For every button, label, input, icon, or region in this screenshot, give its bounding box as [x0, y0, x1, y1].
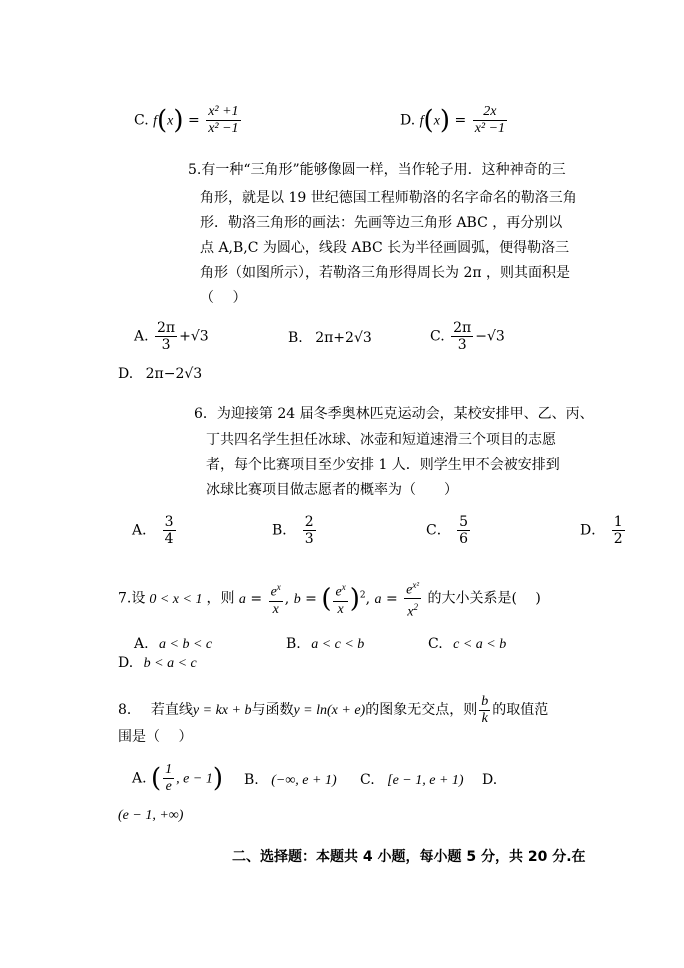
q6-option-a-den: 4	[164, 531, 174, 547]
q7-option-b-label: B.	[286, 636, 301, 652]
q5-option-a-den: 3	[161, 337, 171, 353]
q7-option-a	[134, 636, 212, 653]
q7-frac-1-num: $e^x$	[269, 579, 283, 602]
q5-option-b-label: B.	[288, 330, 303, 346]
q4-option-d: D. f(x) = $\frac{2x}{\text{x² −1}}$	[400, 104, 506, 136]
q6-option-a-fraction	[163, 514, 176, 547]
q6-option-a-num: 3	[164, 514, 174, 530]
q4-option-d-arg: x	[433, 113, 440, 129]
paren-close: )	[212, 763, 223, 794]
q8-fn-eq: y = ln(x + e)	[293, 703, 366, 718]
q5-option-a-fraction	[155, 320, 177, 353]
q6-option-d-fraction	[612, 514, 625, 547]
q6-option-d-den: 2	[613, 531, 623, 547]
q5-line-3: 形．勒洛三角形的画法：先画等边三角形 ABC ，再分别以	[200, 215, 563, 231]
q5-option-b	[288, 330, 372, 346]
paren-close: )	[439, 105, 451, 136]
q8-option-a	[132, 762, 223, 795]
section-2-heading: 二、选择题：本题共 4 小题，每小题 5 分，共 20 分.在	[232, 849, 586, 865]
q6-line-2: 丁共四名学生担任冰球、冰壶和短道速滑三个项目的志愿	[206, 432, 556, 448]
q8-stem-d: 的取值范	[492, 702, 549, 718]
paren-open: (	[423, 105, 434, 136]
q4-option-c-fn: f	[153, 113, 158, 129]
q5-option-a-tail: +√3	[179, 328, 209, 345]
q8-option-c-label: C.	[360, 772, 375, 788]
q6-option-c-label: C．	[426, 522, 451, 539]
q7-option-c-text: c < a < b	[453, 637, 507, 652]
q7-option-a-label: A.	[134, 636, 149, 652]
q5-option-c-num: 2π	[453, 320, 472, 336]
q4-option-d-num: 2x	[473, 104, 507, 121]
q7-frac-2-num: $e^x$	[333, 579, 347, 602]
q4-option-c-fraction	[206, 104, 240, 137]
q7-option-a-text: a < b < c	[159, 637, 213, 652]
q4-option-c: C. f(x) = $\frac{\text{x² +1}}{\text{x² −1}}$	[134, 104, 239, 136]
q5-option-c	[430, 320, 505, 353]
q5-option-c-den: 3	[457, 337, 467, 353]
q5-line-4: 点 A,B,C 为圆心，线段 ABC 长为半径画圆弧，便得勒洛三	[200, 240, 570, 256]
q4-option-c-den: x² −1	[208, 121, 239, 136]
q5-line-6: （ ）	[200, 290, 247, 306]
q7-expressions: a = $\frac{e^x}{x}$ , b = ( $\frac{e^x}{x}$ )$^2$, a = $\frac{e^{x^2}}{x^2}$	[239, 591, 428, 607]
q4-option-d-den: x² −1	[474, 121, 506, 136]
q6-option-c-num: 5	[459, 514, 469, 530]
q5-option-d-label: D.	[118, 366, 134, 382]
q7-var-b: b	[293, 591, 301, 607]
q7-option-d-label: D.	[118, 655, 134, 671]
q8-line-eq: y = kx + b	[192, 703, 252, 718]
q7-option-c	[428, 636, 506, 653]
q7-exponent: 2	[359, 590, 366, 600]
q4-option-d-fn: f	[419, 113, 424, 129]
q4-option-d-fraction	[473, 104, 507, 137]
q8-option-b-text: (−∞, e + 1)	[271, 773, 337, 788]
paren-open: (	[151, 763, 162, 794]
q6-option-c-fraction	[457, 514, 470, 547]
q7-frac-3	[404, 577, 421, 621]
paren-close: )	[173, 105, 184, 136]
q6-option-b-den: 3	[304, 531, 314, 547]
q5-option-b-text: 2π+2√3	[315, 330, 372, 346]
q6-option-c-den: 6	[459, 531, 469, 547]
q8-option-c	[360, 772, 464, 789]
q5-option-c-tail: −√3	[475, 328, 505, 345]
q5-option-a-num: 2π	[157, 320, 176, 336]
q6-line-4: 冰球比赛项目做志愿者的概率为（ ）	[206, 482, 458, 498]
q8-stem-b: 与函数	[251, 702, 294, 718]
q5-option-a	[134, 320, 209, 353]
q6-line-3: 者，每个比赛项目至少安排 1 人．则学生甲不会被安排到	[206, 457, 560, 473]
q8-option-a-tail: , e − 1	[176, 771, 213, 787]
q8-option-b-label: B.	[244, 772, 259, 788]
q8-option-b	[244, 772, 337, 789]
q7-frac-1-den: x	[272, 601, 279, 617]
q7-tail: 的大小关系是( )	[427, 590, 541, 607]
q7-option-c-label: C.	[428, 636, 443, 652]
q8-option-a-label: A.	[132, 770, 147, 787]
q7-condition: 0 < x < 1	[149, 591, 203, 607]
q8-stem-c: 的图象无交点，则	[365, 702, 478, 718]
q8-frac-den: k	[481, 710, 488, 726]
q7-var-c: a	[374, 591, 382, 607]
q5-line-5: 角形（如图所示），若勒洛三角形得周长为 2π ，则其面积是	[200, 265, 571, 281]
q8-frac-num: b	[481, 693, 489, 709]
q8-fraction	[479, 694, 490, 727]
q8-stem-a: 若直线	[150, 702, 193, 718]
q7-stem-b: ，则	[206, 590, 235, 607]
q6-option-b-label: B．	[272, 522, 297, 539]
q8-line-2: 围是（ ）	[118, 729, 193, 745]
q6-option-b	[272, 514, 318, 547]
q7-frac-3-num: $e^{x^2}$	[404, 577, 421, 600]
q8-stem	[118, 690, 548, 731]
q6-option-d-num: 1	[613, 514, 623, 530]
q6-option-a-label: A．	[132, 522, 157, 539]
q8-option-a-den: e	[165, 779, 172, 794]
q7-frac-1	[269, 579, 283, 618]
q7-option-d	[118, 655, 197, 672]
q7-stem-a: 设	[131, 590, 146, 607]
q4-option-c-arg: x	[167, 113, 174, 129]
q5-option-c-label: C.	[430, 328, 445, 345]
q8-option-a-num: 1	[165, 762, 173, 777]
q6-option-b-fraction	[303, 514, 316, 547]
paren-open: (	[157, 105, 168, 136]
q7-frac-3-den: $x^2$	[407, 602, 418, 620]
q4-option-c-label: C.	[134, 112, 149, 129]
q4-option-d-label: D.	[400, 112, 416, 129]
q7-prefix: 7.	[118, 590, 132, 607]
q7-option-b-text: a < c < b	[311, 637, 365, 652]
q6-option-b-num: 2	[304, 514, 314, 530]
q6-option-d	[580, 514, 627, 547]
q8-option-d-text: (e − 1, +∞)	[118, 808, 184, 823]
paren-open: (	[321, 583, 332, 614]
q5-line-1: 5.有一种“三角形”能够像圆一样，当作轮子用．这种神奇的三	[188, 162, 566, 178]
q5-option-d	[118, 366, 202, 382]
q5-line-2: 角形，就是以 19 世纪德国工程师勒洛的名字命名的勒洛三角	[200, 190, 577, 206]
q6-line-1: 6．为迎接第 24 届冬季奥林匹克运动会，某校安排甲、乙、丙、	[194, 406, 594, 422]
q8-option-d-label: D.	[482, 772, 498, 788]
paren-close: )	[349, 583, 360, 614]
q5-option-a-label: A.	[134, 328, 149, 345]
q8-option-a-fraction	[163, 762, 174, 795]
q7-stem	[118, 570, 541, 625]
q7-option-d-text: b < a < c	[143, 656, 197, 671]
q8-option-c-text: [e − 1, e + 1)	[387, 773, 464, 788]
q7-var-a: a	[238, 591, 246, 607]
q7-frac-2-den: x	[337, 601, 344, 617]
q4-option-c-num: x² +1	[208, 104, 239, 119]
q7-frac-2	[333, 579, 347, 618]
q8-prefix: 8．	[118, 702, 141, 718]
q5-option-d-text: 2π−2√3	[145, 366, 203, 382]
q5-option-c-fraction	[451, 320, 473, 353]
q6-option-a	[132, 514, 178, 547]
q6-option-d-label: D．	[580, 522, 606, 539]
q7-option-b	[286, 636, 364, 653]
q6-option-c	[426, 514, 472, 547]
